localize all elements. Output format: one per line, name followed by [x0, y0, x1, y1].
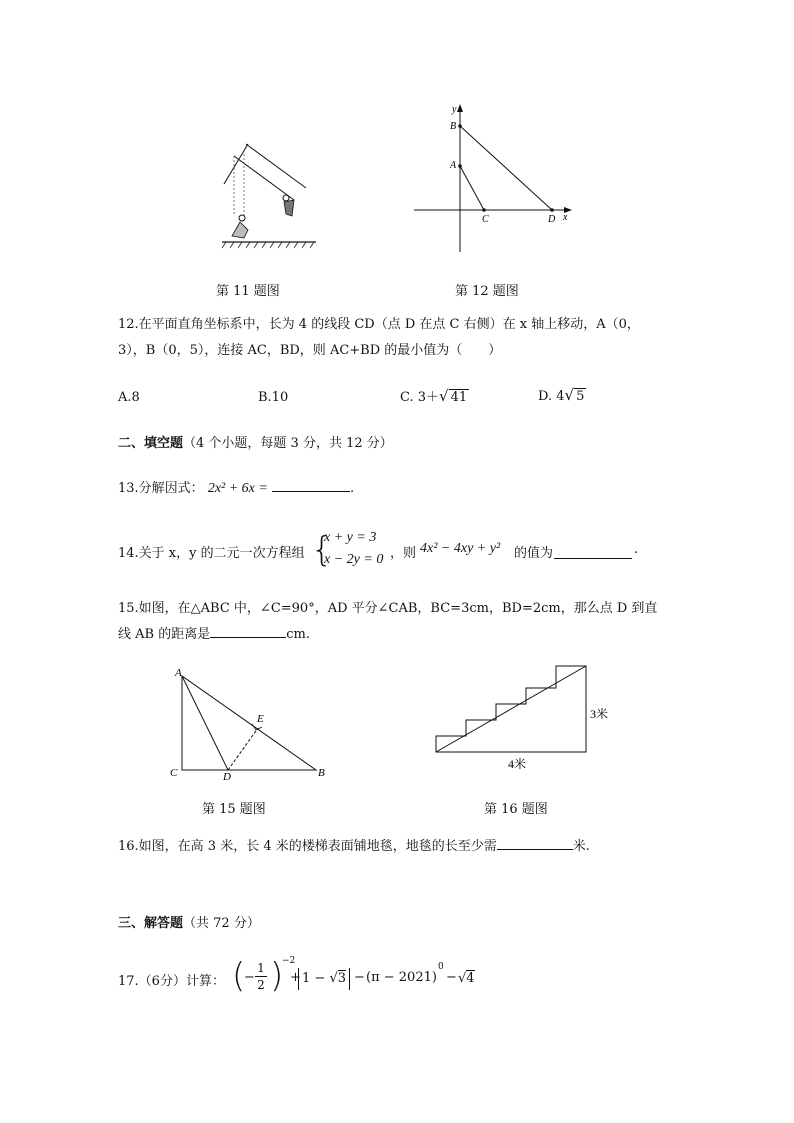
q15-answer-blank[interactable]: [210, 623, 286, 638]
fig11-child-high: [284, 200, 294, 216]
fig16-diagonal: [436, 666, 586, 752]
q15-line2: 线 AB 的距离是 cm.: [118, 622, 678, 648]
q12-line2: 3），B（0，5），连接 AC，BD，则 AC+BD 的最小值为（ ）: [118, 343, 502, 358]
q13-answer-blank[interactable]: [272, 477, 350, 492]
fig12-label-B: B: [450, 121, 457, 132]
q17-fraction: 1 2: [255, 960, 267, 993]
q12-line1: 12.在平面直角坐标系中，长为 4 的线段 CD（点 D 在点 C 右侧）在 x 轴上移动，A（0，: [118, 317, 640, 332]
figure-12-coordinates: [410, 100, 580, 260]
question-12: [118, 312, 678, 364]
fig15-label-D: D: [223, 771, 231, 783]
section-2-heading: 二、填空题（4 个小题，每题 3 分，共 12 分）: [118, 436, 393, 451]
question-14: 14.关于 x，y 的二元一次方程组 { x + y = 3 x − 2y = 0 ，则 4x² − 4xy + y² 的值为 .: [118, 530, 639, 570]
question-17: 17.（6分）计算： ( − 1 2 ) −2 + 1 − √3 − (π − 2021) 0 − √4: [118, 956, 475, 996]
figure-11-swing: [218, 138, 318, 250]
fig15-label-A: A: [175, 667, 182, 679]
q12-option-c: C. 3＋√ 41: [400, 387, 468, 405]
fig12-caption: 第 12 题图: [455, 284, 519, 299]
fig12-segment-AC: [460, 166, 484, 210]
q12-option-b: B.10: [258, 390, 289, 405]
q17-absolute-value: 1 − √3: [298, 968, 350, 990]
q16-answer-blank[interactable]: [497, 835, 573, 850]
fig12-label-D: D: [548, 214, 556, 225]
q14-equation-1: x + y = 3: [324, 530, 377, 545]
q12-option-a: A.8: [118, 390, 140, 405]
section-3-heading: 三、解答题（共 72 分）: [118, 916, 260, 931]
fig11-caption: 第 11 题图: [216, 284, 280, 299]
q17-sqrt4: √4: [458, 971, 475, 986]
q13-expression: 2x² + 6x =: [207, 481, 268, 496]
fig15-label-E: E: [257, 713, 264, 725]
question-15: [118, 596, 678, 648]
fig12-segment-BD: [460, 126, 552, 210]
fig15-label-B: B: [318, 767, 325, 779]
fig15-bisector-AD: [182, 676, 228, 770]
fig12-label-A: A: [450, 160, 457, 171]
question-16: 16.如图，在高 3 米，长 4 米的楼梯表面铺地毯，地毯的长至少需 米.: [118, 834, 678, 860]
fig12-label-y: y: [452, 104, 457, 115]
fig15-perpendicular-DE: [228, 728, 258, 770]
q14-answer-blank[interactable]: [554, 544, 632, 559]
fig16-caption: 第 16 题图: [484, 802, 548, 817]
fig16-label-length: 4米: [508, 757, 527, 771]
q12-option-d: D. 4√ 5: [538, 386, 585, 404]
fig16-label-height: 3米: [590, 707, 609, 721]
fig12-label-x: x: [563, 212, 568, 223]
question-13: 13.分解因式： 2x² + 6x = .: [118, 476, 678, 502]
figure-16-staircase: [430, 660, 630, 776]
figure-15-triangle: [166, 664, 336, 784]
fig15-triangle-ABC: [182, 676, 316, 770]
fig12-label-C: C: [482, 214, 489, 225]
q17-pi-term: (π − 2021): [366, 970, 437, 985]
q14-expression: 4x² − 4xy + y²: [420, 541, 501, 556]
fig15-label-C: C: [170, 767, 178, 779]
fig11-child-low: [232, 222, 248, 238]
q14-equation-2: x − 2y = 0: [324, 552, 384, 567]
fig15-caption: 第 15 题图: [202, 802, 266, 817]
q15-line1: 15.如图，在△ABC 中，∠C=90°，AD 平分∠CAB，BC=3cm，BD=2cm，那么点 D 到直: [118, 601, 658, 616]
